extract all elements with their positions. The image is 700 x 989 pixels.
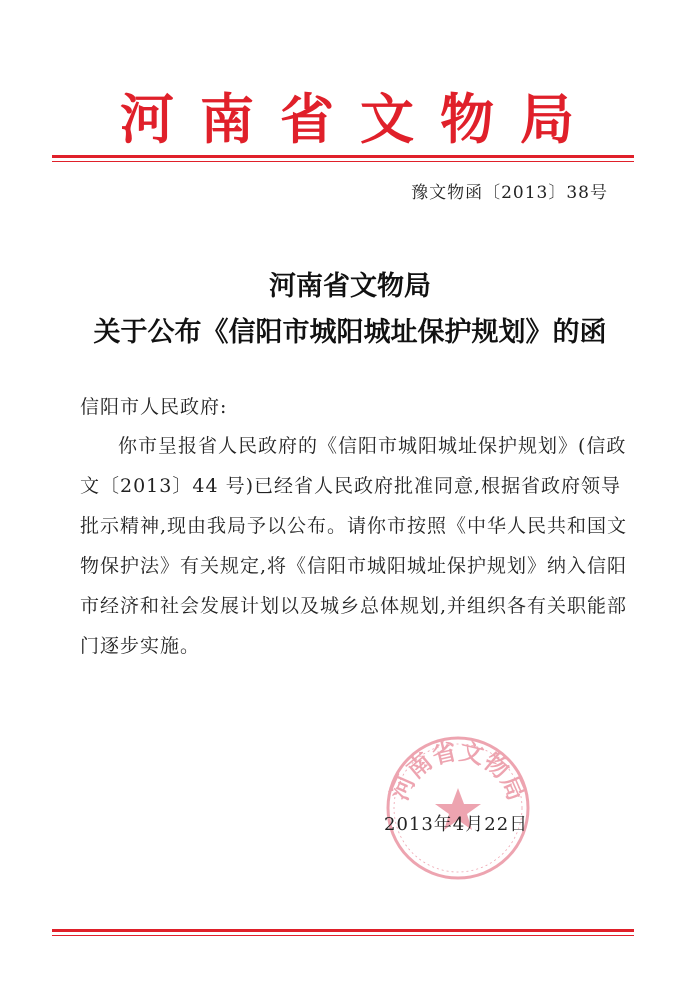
body-line-6: 门逐步实施。 (80, 635, 201, 657)
body-line-1: 你市呈报省人民政府的《信阳市城阳城址保护规划》(信政 (118, 435, 627, 457)
letterhead-rule-thin (52, 161, 634, 162)
body-line-3: 批示精神,现由我局予以公布。请你市按照《中华人民共和国文 (80, 515, 628, 537)
official-seal-icon (384, 734, 532, 882)
document-title-line-1: 河南省文物局 (269, 271, 431, 302)
letterhead-rule-thick (52, 155, 634, 158)
letterhead-title: 河南省文物局 (120, 87, 600, 151)
footer-rule-thick (52, 929, 634, 932)
document-title-line-2: 关于公布《信阳市城阳城址保护规划》的函 (93, 317, 607, 348)
body-line-2: 文〔2013〕44 号)已经省人民政府批准同意,根据省政府领导 (80, 475, 622, 497)
seal-text: 河南省文物局 (384, 736, 532, 805)
document-date: 2013年4月22日 (384, 814, 529, 835)
document-number: 豫文物函〔2013〕38号 (411, 183, 608, 203)
body-line-4: 物保护法》有关规定,将《信阳市城阳城址保护规划》纳入信阳 (80, 555, 628, 577)
salutation: 信阳市人民政府: (80, 396, 228, 418)
body-line-5: 市经济和社会发展计划以及城乡总体规划,并组织各有关职能部 (80, 595, 628, 617)
footer-rule-thin (52, 935, 634, 936)
